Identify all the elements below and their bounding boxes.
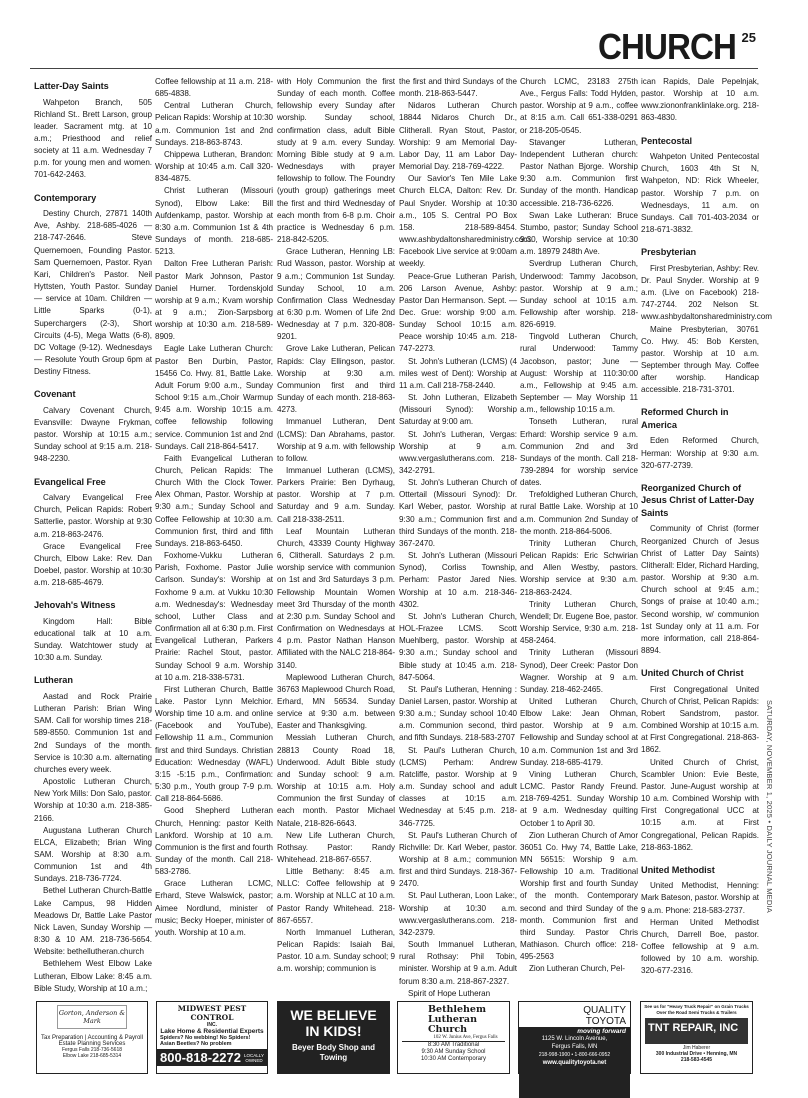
- church-listing: with Holy Communion the first Sunday of each month. Coffee fellowship every Sunday after worship. Sunday school, confirmation class, adult Bible study at 9 a.m. every Sunday. Morning Bible study at 9 a.m. Wednesdays with prayer fellowship to follow. The Foundry (youth group) gatherings meet the first and third Wednesday of each month from 6-8 p.m. Choir practice is Wednesday 6 p.m. 218-842-5205.: [277, 77, 395, 245]
- locally-owned-badge: LOCALLY OWNED: [244, 1052, 264, 1063]
- ad-headline: WE BELIEVE IN KIDS!: [290, 1007, 377, 1039]
- denomination-heading: United Church of Christ: [641, 668, 744, 679]
- ad-line: Tax Preparation | Accounting & Payroll: [41, 1035, 143, 1041]
- church-listing: the first and third Sundays of the month. 218-863-5447.: [399, 77, 517, 99]
- church-listing: Zion Lutheran Church of Amor 36051 Co. Hwy 74, Battle Lake, MN 56515: Worship 9 a.m. Fellowship 10 a.m. Traditional Worship first and fourth Sunday of the month. Contemporary second and third Sunday of the month. Communion first and third Sunday. Pastor Chris Mathiason. Church office: 218-495-2563: [520, 830, 638, 962]
- church-listing: Dalton Free Lutheran Parish: Pastor Mark Johnson, Pastor Daniel Hurner. Tordenskjold worship at 9 a.m.; Kvam worship at 9 a.m.; Zion-Sarpsborg worship at 10:30 a.m. 218-589-8909.: [155, 259, 273, 342]
- tnt-phone: 218-583-4545: [680, 1057, 713, 1063]
- church-listing: Kingdom Hall: Bible educational talk at 10 a.m. Sunday. Watchtower study at 10:30 a.m. Sunday.: [34, 616, 152, 663]
- church-address: 102 W. Junius Ave, Fergus Falls: [433, 1035, 498, 1040]
- column-4: [399, 76, 533, 998]
- ad-line: Estate Planning Services: [58, 1041, 126, 1047]
- pest-phone: 800-818-2272: [160, 1050, 241, 1065]
- church-listing: Maplewood Lutheran Church, 36763 Maplewood Church Road, Erhard, MN 56534. Sunday service at 9:30 a.m. between Easter and Thanksgiving.: [277, 672, 395, 731]
- ad-line: Beyer Body Shop and Towing: [291, 1043, 376, 1062]
- church-listing: St. John's Lutheran (Missouri Synod), Corliss Township, Perham: Pastor Jared Nies. Worship at 10 a.m. 218-346-4302.: [399, 551, 517, 609]
- column-5: [520, 76, 638, 998]
- church-listing: St. Paul's Lutheran Church of Richville: Dr. Karl Weber, pastor. Worship at 8 a.m.; communion first and third Sundays. 218-367-2470.: [399, 830, 517, 889]
- ad-line: Spiders? No webbing! No Spiders!: [160, 1035, 251, 1041]
- church-listing: First Congregational United Church of Christ, Pelican Rapids: Robert Sandstrom, pastor. Combined Worship at 10:15 a.m. at First Congregational. 218-863-1862.: [641, 684, 759, 755]
- church-listing: St. Paul Lutheran, Loon Lake:, Worship at 10:30 a.m. www.vergaslutherans.com. 218-342-2379.: [399, 891, 517, 937]
- ad-quality-toyota: [518, 1001, 631, 1074]
- church-listing: Stavanger Lutheran, Independent Lutheran church: Pastor Nathan Bjorge. Worship 9:30 a.m. Communion first Sunday of the month. Handicap accessible. 218-736-6226.: [520, 137, 638, 208]
- ad-line: Fergus Falls 218-736-5618: [61, 1047, 123, 1053]
- church-listing: Calvary Evangelical Free Church, Pelican Rapids: Robert Satterlie, pastor. Worship at 9:30 a.m. 218-863-2476.: [34, 493, 152, 539]
- service-time: 10:30 AM Contemporary: [420, 1056, 487, 1062]
- church-listing: St. Paul's Lutheran, Henning : Daniel Larsen, pastor. Worship at 9:30 a.m.; Sunday school 10:40 a.m. Communion second, third and fifth Sundays. 218-583-2707: [399, 684, 517, 743]
- ad-line: Lake Home & Residential Experts: [160, 1028, 264, 1035]
- ad-line: See us for "Heavy Truck Repair" on Grain Trucks Over the Road Semi Trucks & Trailers: [644, 1004, 749, 1015]
- church-listing: Swan Lake Lutheran: Bruce Stumbo, pastor; Sunday School 9:30, Worship service at 10:30 a.m. 18979 248th Ave.: [520, 210, 638, 257]
- ad-line: Elbow Lake 218-685-5314: [62, 1053, 122, 1059]
- denomination-heading: Latter-Day Saints: [34, 81, 109, 91]
- service-time: 9:30 AM Sunday School: [421, 1049, 486, 1055]
- church-listing: Eagle Lake Lutheran Church: Pastor Ben Durbin, Pastor, 15456 Co. Hwy. 81, Battle Lake. Adult Forum 9:00 a.m., Sunday School 9:15 a.m.,Choir Warmup 9:45 a.m. Worship 10:15 a.m. coffee fellowship following service. Communion 1st and 2nd Sundays. Call 218-864-5417.: [155, 344, 273, 451]
- church-listing: Peace-Grue Lutheran Parish, 206 Larson Avenue, Ashby: Pastor Dan Hermanson. Sept. — Dec. Grue: worship 9:00 a.m. Sunday School 10:15 a.m. Peace worship 10:45 a.m. 218-747-2273.: [399, 271, 517, 354]
- church-listing: Maine Presbyterian, 30761 Co. Hwy. 45: Bob Kersten, pastor. Worship at 10 a.m. September through May. Coffee after worship. Handicap accessible. 218-731-3701.: [641, 324, 759, 395]
- church-listing: United Lutheran Church, Elbow Lake: Jean Ohman, pastor. Worship at 9 a.m. Fellowship and Sunday school at 10 a.m. Communion 1st and 3rd Sunday. 218-685-4179.: [520, 696, 638, 767]
- church-listing: Sverdrup Lutheran Church, Underwood: Tammy Jacobson, pastor. Worship at 9 a.m.; Sunday school at 10:15 a.m. Fellowship after worship. 218-826-6919.: [520, 259, 638, 330]
- church-listing: St. John Lutheran, Elizabeth (Missouri Synod): Worship Saturday at 9:00 am.: [399, 393, 517, 427]
- church-listing: Grace Evangelical Free Church, Elbow Lake: Rev. Dan Doebel, pastor. Worship at 10:30 a.m. 218-685-4679.: [34, 541, 152, 588]
- church-listing: Vining Lutheran Church, LCMC. Pastor Randy Freund. 218-769-4251. Sunday Worship at 9 a.m. Wednesday quilting October 1 to April 30.: [520, 769, 638, 828]
- denomination-heading: Covenant: [34, 389, 76, 400]
- header-rule: [30, 68, 758, 69]
- church-listing: Wahpeton United Pentecostal Church, 1603 4th St N, Wahpeton, ND: Rick Wheeler, pastor. Worship 7 p.m. on Wednesdays, 11 a.m. on Sundays. Call 701-403-2034 or 218-671-3832.: [641, 152, 759, 235]
- church-listing: ican Rapids, Dale Pepelnjak, pastor. Worship at 10 a.m. www.ziononfranklinlake.org. 218-863-4830.: [641, 77, 759, 123]
- church-listing: Nidaros Lutheran Church 18844 Nidaros Church Dr., Clitherall. Ryan Stout, Pastor, Worship: 9 am Memorial Day-Labor Day, 11 am Labor Day-Memorial Day. 218-769-4222.: [399, 101, 517, 172]
- church-listing: United Church of Christ, Scambler Union: Evie Beste, Pastor. June-August worship at 10 a.m. Combined Worship with First Congregational UCC at 10:15 a.m. at First Congregational, Pelican Rapids. 218-863-1862.: [641, 757, 759, 852]
- church-listing: Little Bethany: 8:45 a.m. NLLC: Coffee fellowship at 9 a.m. Worship at NLLC at 10 a.m. Pastor Randy Whitehead. 218-867-6557.: [277, 867, 395, 925]
- church-listing: St. John's Lutheran (LCMS) (4 miles west of Dent): Worship at 11 a.m. Call 218-758-2440.: [399, 356, 517, 390]
- denomination-heading: Contemporary: [34, 192, 97, 203]
- church-listing: Destiny Church, 27871 140th Ave, Ashby. 218-685-4026 — 218-747-2646. Steve Quernemoen, Founding Pastor. Sam Quernemoen, Pastor. Ryan Kari, Children's Pastor. Neil Hyttsten, Youth Pastor. Sunday — service at 10am. Children — Little Sparks (0-1), Superchargers (2-3), Short Circuits (4-5), Mega Watts (6-8), DC Voltage (9-12). Wednesdays — Resolute Youth Group 6pm at Destiny Fitness.: [34, 209, 152, 377]
- section-title: CHURCH: [597, 26, 736, 67]
- church-listing: Calvary Covenant Church, Evansville: Dwayne Frykman, pastor. Worship at 10:15 a.m.; Sunday school at 9:15 a.m. 218-948-2230.: [34, 405, 152, 464]
- denomination-heading: Reorganized Church of Jesus Christ of Latter-Day Saints: [641, 482, 755, 518]
- church-listing: St. Paul's Lutheran Church, (LCMS) Perham: Andrew Ratcliffe, pastor. Worship at 9 a.m. Sunday school and adult classes at 10:15 a.m. Wednesday at 5:45 p.m. 218-346-7725.: [399, 745, 517, 828]
- church-listing: Augustana Lutheran Church ELCA, Elizabeth; Brian Wing SAM. Worship at 8:30 a.m. Communion 1st and 4th Sundays. 218-736-7724.: [34, 825, 152, 884]
- denomination-heading: Lutheran: [34, 675, 73, 686]
- church-listing: St. John's Lutheran Church of Ottertail (Missouri Synod): Dr. Karl Weber, pastor. Worship at 9:30 a.m.; Communion first and third Sundays of the month. 218-367-2470.: [399, 478, 517, 548]
- church-listing: Tingvold Lutheran Church, rural Underwood: Tammy Jacobson, pastor; June — August: Worship at 110:30:00 a.m., Fellowship at 9:45 a.m. September — May Worship 11 a.m., fellowship 10:15 a.m.: [520, 332, 638, 415]
- church-listing: Trefoldighed Lutheran Church, rural Battle Lake. Worship at 10 a.m. Communion 2nd Sunday of the month. 218-864-5006.: [520, 490, 638, 536]
- pest-name: MIDWEST PEST CONTROL: [177, 1004, 247, 1022]
- church-listing: St. John's Lutheran, Vergas: Worship at 9 a.m. www.vergaslutherans.com. 218-342-2791.: [399, 429, 517, 475]
- denomination-heading: Pentecostal: [641, 135, 693, 146]
- church-listing: Spirit of Hope Lutheran: [408, 988, 491, 998]
- church-listing: Trinity Lutheran (Missouri Synod), Deer Creek: Pastor Don Wagner. Worship at 9 a.m. Sunday. 218-462-2465.: [520, 648, 638, 694]
- church-listing: Leaf Mountain Lutheran Church, 43339 County Highway 6, Clitherall. Saturdays 2 p.m. worship service with communion on 1st and 3rd Saturdays 3 p.m. Fellowship Mountain Women meet 3rd Thursday of the month at 2:30 p.m. Sunday School and Confirmation on Wednesdays at 4 p.m. Pastor Nathan Hanson Affiliated with the NALC 218-864-3140.: [277, 526, 395, 670]
- denomination-heading: United Methodist: [641, 864, 715, 875]
- church-listing: Immanuel Lutheran (LCMS), Parkers Prairie: Ben Dyrhaug, pastor. Worship at 7 p.m. Saturday and 9 a.m. Sunday. Call 218-338-2511.: [277, 466, 395, 524]
- denomination-heading: Presbyterian: [641, 247, 697, 258]
- ad-line: Fergus Falls, MN: [551, 1044, 598, 1050]
- toyota-website: www.qualitytoyota.net: [542, 1060, 607, 1066]
- toyota-phone: 218-998-1900 • 1-800-666-0952: [538, 1052, 611, 1058]
- church-listing: Foxhome-Vukku Lutheran Parish, Foxhome. Pastor Julie Carlson. Sunday's: Worship at Foxhome 9 a.m. at Vukku 10:30 a.m. Wednesday's: Wednesday school, Luther Class and Confirmation all at 6:30 p.m. First Evangelical Lutheran, Parkers Prairie: Rachel Stout, pastor. Sunday School 9 a.m. Worship at 10 a.m. 218-338-5731.: [155, 551, 273, 682]
- church-listing: Church LCMC, 23183 275th Ave., Fergus Falls: Todd Hylden, pastor. Worship at 9 a.m., coffee at 8:15 a.m. Call 651-338-0291 or 218-205-0545.: [520, 77, 638, 135]
- ad-beyer-body-shop: [277, 1001, 390, 1074]
- tnt-address: 300 Industrial Drive • Henning, MN: [655, 1051, 738, 1057]
- page-number: 25: [741, 30, 756, 45]
- church-listing: Immanuel Lutheran, Dent (LCMS): Dan Abrahams, pastor. Worship at 9 a.m. with fellowship to follow.: [277, 417, 395, 463]
- column-3: [277, 76, 395, 998]
- church-listing: Coffee fellowship at 11 a.m. 218-685-4838.: [155, 77, 273, 99]
- tnt-name: TNT REPAIR, INC: [645, 1018, 748, 1044]
- church-listing: Tonseth Lutheran, rural Erhard: Worship service 9 a.m. Communion 2nd and 3rd Sundays of the month. Call 218-739-2894 for worship service dates.: [520, 417, 638, 488]
- section-header: [586, 28, 756, 66]
- pest-inc: INC.: [207, 1022, 217, 1028]
- ad-bethlehem-lutheran: [397, 1001, 510, 1074]
- ad-line: Asian Beetles? No problem: [160, 1041, 232, 1047]
- church-listing: First Presbyterian, Ashby: Rev. Dr. Paul Snyder. Worship at 9 a.m. (Live on Facebook) 218-747-2744. 202 Nelson St. www.ashbydaltonsharedministry.com: [641, 263, 772, 322]
- issue-date-line: SATURDAY, NOVEMBER 1, 2025 • DAILY JOURNAL MEDIA: [765, 700, 774, 913]
- church-listing: Zion Lutheran Church, Pel-: [529, 964, 625, 974]
- church-listing: Faith Evangelical Lutheran Church, Pelican Rapids: The Church With the Clock Tower. Alex Ohman, Pastor. Worship at 9:30 a.m.; Sunday School and Coffee Fellowship at 10:30 a.m. Communion first, third and fifth Sundays. 218-863-6450.: [155, 453, 273, 548]
- church-listing: Christ Lutheran (Missouri Synod), Elbow Lake: Bill Aufdenkamp, pastor. Worship at 8:30 a.m. Communion 1st & 4th Sundays of month. 218-685-5213.: [155, 186, 273, 257]
- ad-midwest-pest-control: [156, 1001, 268, 1074]
- church-listing: Our Savior's Ten Mile Lake Church ELCA, Dalton: Rev. Dr. Paul Snyder. Worship at 10:30 a.m., 105 S. Central PO Box 158. 218-589-8454. www.ashbydaltonsharedministry.com. Facebook Live service at 9:00am weekly.: [399, 174, 533, 269]
- church-listing: Messiah Lutheran Church, 28813 County Road 18, Underwood. Adult Bible study and Sunday school: 9 a.m. Worship at 10:15 a.m. Holy Communion the first Sunday of each month. Pastor Michael Natale, 218-826-6643.: [277, 733, 395, 828]
- church-listing: North Immanuel Lutheran, Pelican Rapids: Isaiah Bai, Pastor. 10 a.m. Sunday school; 9 a.m. worship; communion is: [277, 927, 395, 974]
- church-listing: Good Shepherd Lutheran Church, Henning: pastor Keith Lankford. Worship at 10 a.m. Communion is the first and fourth Sunday of the month. Call 218-583-2786.: [155, 806, 273, 877]
- church-listing: Grace Lutheran, Henning LB: Rud Wasson, pastor. Worship at 9 a.m.; Communion 1st Sunday. Sunday School, 10 a.m. Confirmation Class Wednesday at 6:30 p.m. Women of Life 2nd Wednesday at 7 p.m. 320-808-9201.: [277, 247, 395, 342]
- church-listing: Grove Lake Lutheran, Pelican Rapids: Clay Ellingson, pastor. Worship at 9:30 a.m. Communion first and third Sunday of each month. 218-863-4273.: [277, 344, 395, 415]
- church-listing: Trinity Lutheran Church, Wendell; Dr. Eugene Boe, pastor. Worship Service, 9:30 a.m. 218-458-2464.: [520, 599, 638, 646]
- church-listing: Bethel Lutheran Church-Battle Lake Campus, 98 Hidden Meadows Dr, Battle Lake Pastor Nick Laven, Sunday Worship — 8:30 & 10 AM. 218-736-5654. Website: bethellutheran.church: [34, 886, 152, 957]
- service-time: 8:30 AM Traditional: [427, 1042, 480, 1048]
- tnt-owner: Jim Haberer: [682, 1045, 711, 1051]
- church-listing: Apostolic Lutheran Church, New York Mills: Don Salo, pastor. Worship at 10:30 a.m. 218-385-2166.: [34, 777, 152, 823]
- church-listing: New Life Lutheran Church, Rothsay. Pastor: Randy Whitehead. 218-867-6557.: [277, 830, 395, 864]
- church-listing: United Methodist, Henning: Mark Bateson, pastor. Worship at 9 a.m. Phone: 218-583-2737.: [641, 881, 759, 915]
- church-listing: Bethlehem West Elbow Lake Lutheran, Elbow Lake: 8:45 a.m. Bible Study, Worship at 10 a.m.;: [34, 959, 152, 993]
- toyota-tagline: moving forward: [577, 1028, 626, 1035]
- church-name: Bethlehem Lutheran Church: [428, 1004, 487, 1035]
- denomination-heading: Reformed Church in America: [641, 407, 729, 430]
- church-listing: Chippewa Lutheran, Brandon: Worship at 10:45 a.m. Call 320-834-4875.: [155, 149, 273, 184]
- ad-tnt-repair: [640, 1001, 753, 1074]
- column-1: [34, 76, 152, 998]
- ad-line: 1125 W. Lincoln Avenue,: [541, 1036, 608, 1042]
- church-listing: Trinity Lutheran Church, Pelican Rapids: Eric Schwirian and Allen Westby, pastors. Worship service at 9:30 a.m. 218-863-2424.: [520, 538, 638, 597]
- denomination-heading: Evangelical Free: [34, 476, 106, 487]
- church-listing: Eden Reformed Church, Herman: Worship at 9:30 a.m. 320-677-2739.: [641, 436, 759, 470]
- church-listing: Central Lutheran Church, Pelican Rapids: Worship at 10:30 a.m. Communion 1st and 2nd Sundays. 218-863-8743.: [155, 101, 273, 147]
- church-listing: South Immanuel Lutheran, rural Rothsay: Phil Tobin, minister. Worship at 9 a.m. Adult forum 8:30 a.m. 218-867-2327.: [399, 940, 517, 986]
- gorton-logo: Gorton, Anderson & Mark: [57, 1005, 127, 1029]
- ad-gorton-anderson-mark: [36, 1001, 148, 1074]
- church-listing: Grace Lutheran LCMC, Erhard, Steve Walswick, pastor; Aimee Nordlund, minister of music; Becky Hoeper, minister of youth. Worship at 10 a.m.: [155, 879, 273, 937]
- church-listing: Herman United Methodist Church, Darrell Boe, pastor. Coffee fellowship at 9 a.m. followed by 10 a.m. worship. 320-677-2316.: [641, 917, 759, 976]
- denomination-heading: Jehovah's Witness: [34, 600, 116, 611]
- column-2: [155, 76, 273, 998]
- church-listing: St. John's Lutheran Church, HOL-Frazee LCMS. Scott Muehlberg, pastor. Worship at 9:30 a.m.; Sunday school and Bible study at 10:45 a.m. 218-847-5064.: [399, 611, 517, 682]
- church-listing: Wahpeton Branch, 505 Richland St.. Brett Larson, group leader. Sacrament mtg. at 10 a.m.; Priesthood and relief society at 11 a.m. Wednesday 7 p.m. for young men and women. 701-642-2463.: [34, 97, 152, 180]
- church-listing: First Lutheran Church, Battle Lake. Pastor Lynn Melchior. Worship time 10 a.m. and online (Facebook and YouTube), Fellowship 11 a.m., Communion first and third Sundays. Christian Education: Wednesday (WAFL) 3:15 -5:15 p.m., Confirmation: 5:30 p.m., Youth group 7-9 p.m. Call 218-864-5686.: [155, 684, 273, 804]
- church-listing: Community of Christ (former Reorganized Church of Jesus Christ of Latter Day Saints) Clitherall: Elder, Richard Harding, pastor. Worship at 9:30 a.m. Church school at 9:45 a.m.; Songs of praise at 10:40 a.m.; Second worship, w/ communion 1st Sunday only at 11 a.m. For more information, call 218-864-8894.: [641, 524, 759, 655]
- church-listing: Aastad and Rock Prairie Lutheran Parish: Brian Wing SAM. Call for worship times 218-589-8550. Communion 1st and 2nd Sundays of the month. Service is 10:30 a.m. alternating churches every week.: [34, 691, 152, 774]
- toyota-name: QUALITY TOYOTA: [583, 1005, 626, 1027]
